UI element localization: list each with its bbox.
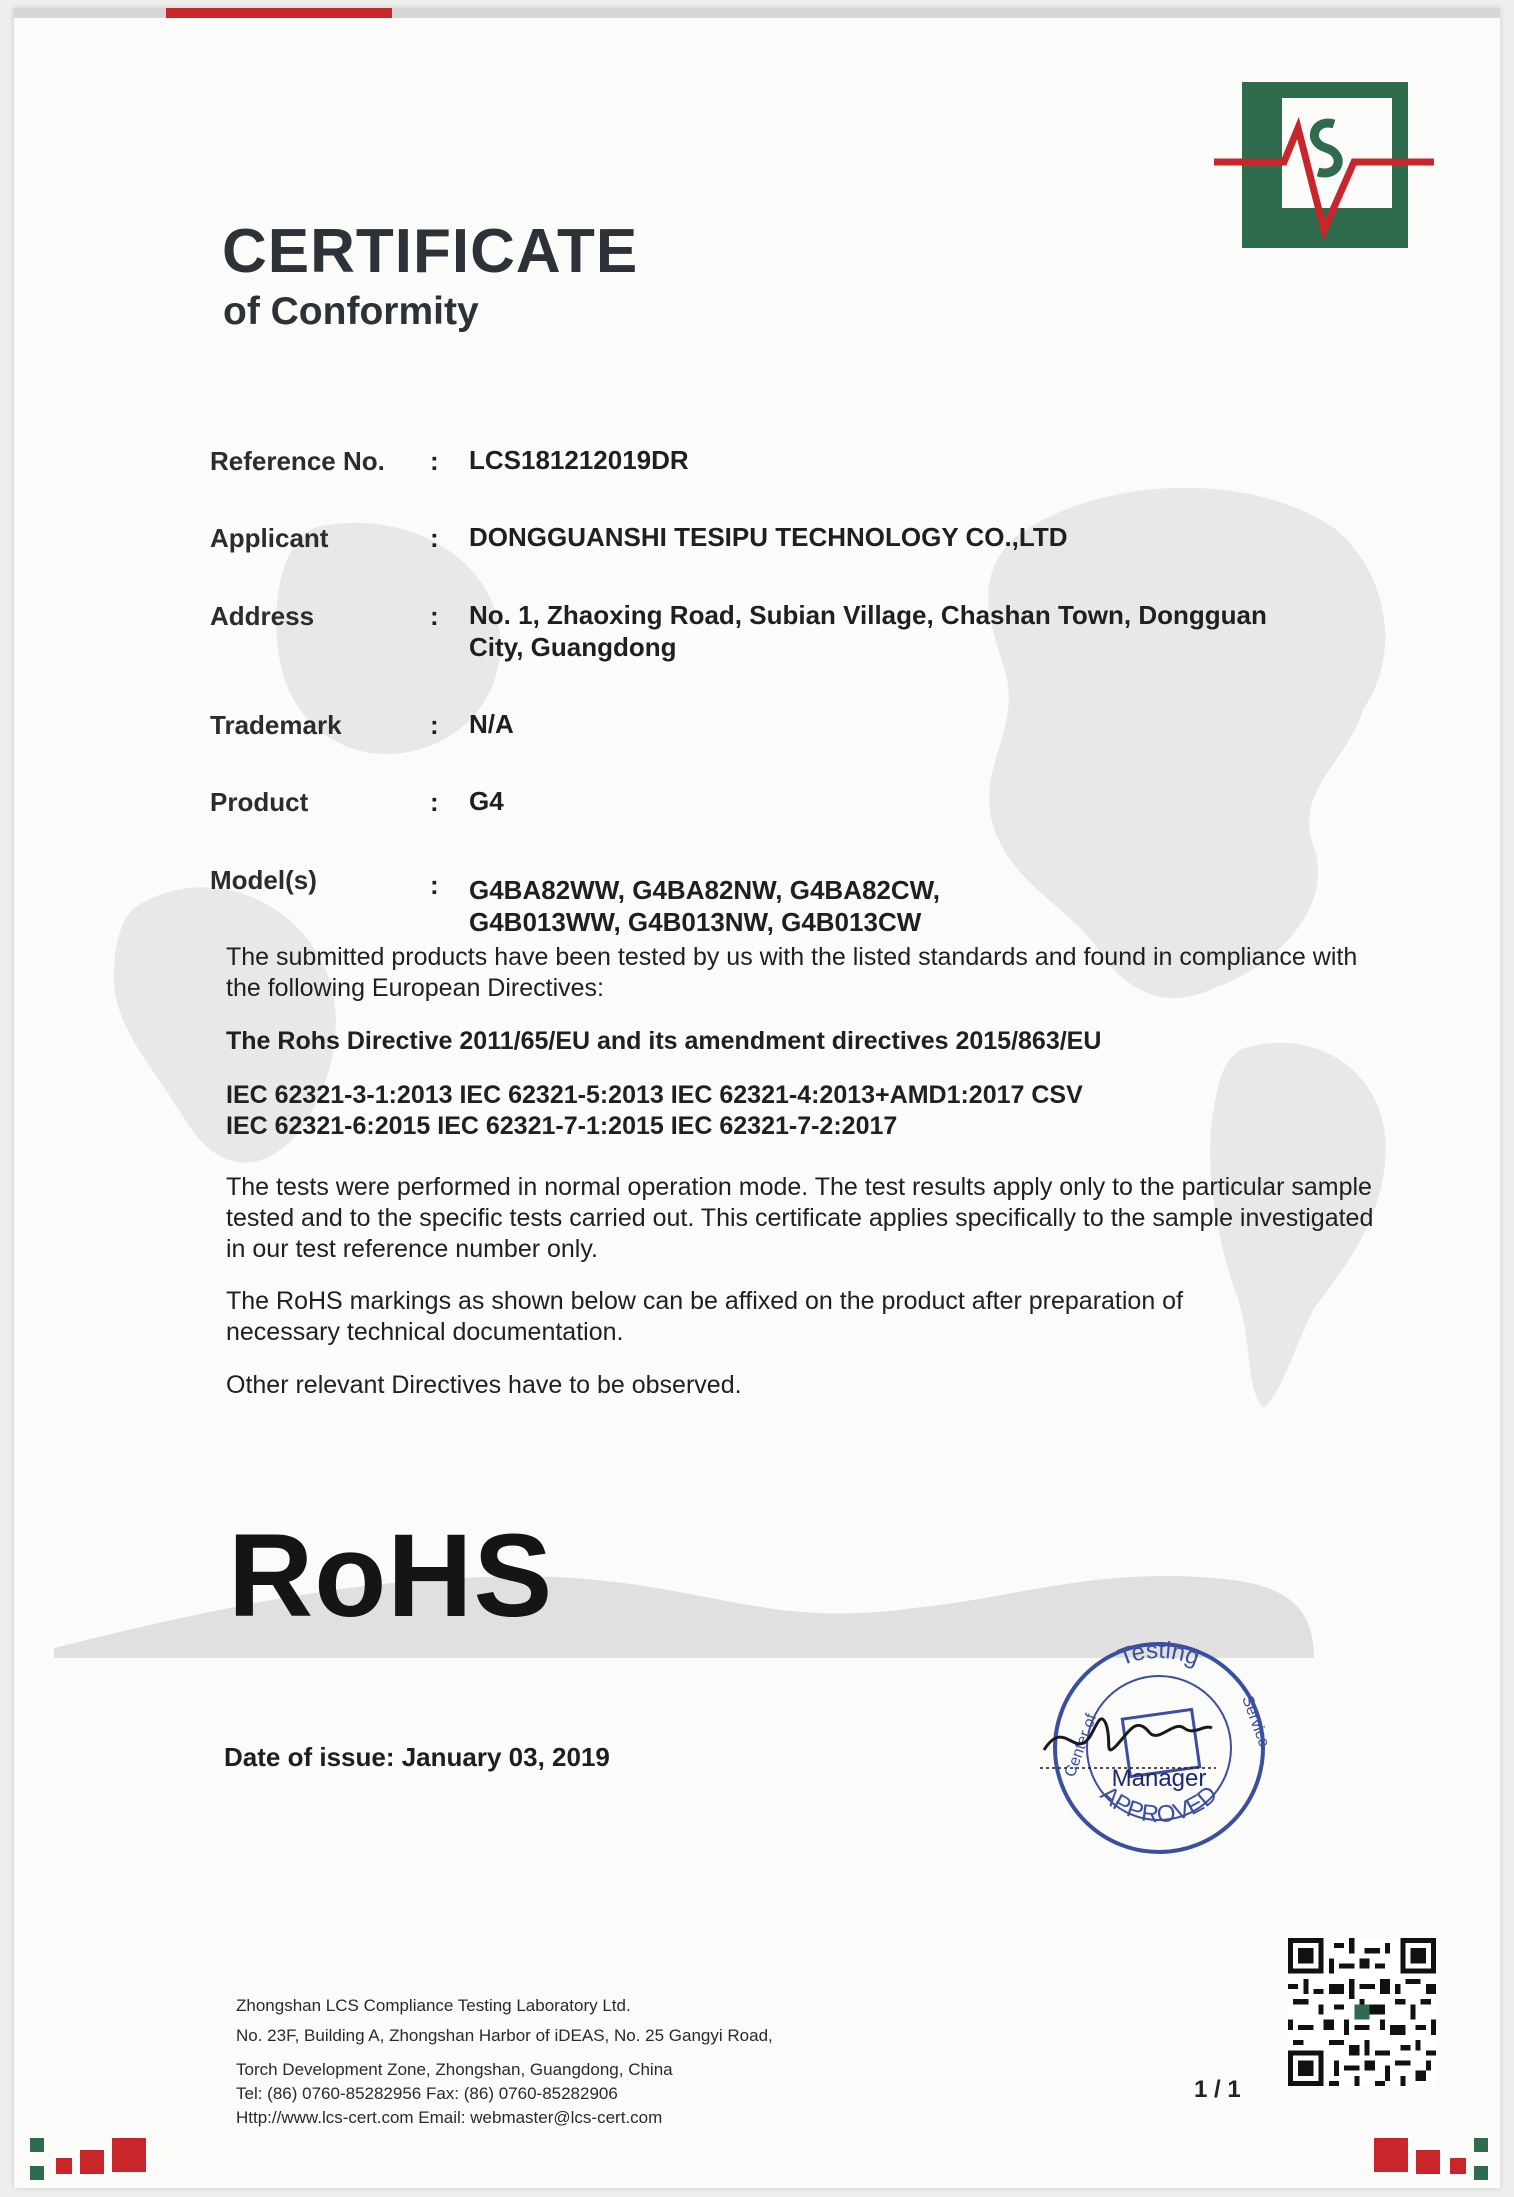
- corner-square-red: [80, 2150, 104, 2174]
- tests-paragraph: The tests were performed in normal operation mode. The test results apply only to the particular sample tested and to the specific tests carried out. This certificate applies specifically to the sample investigated in our test reference number only.: [226, 1173, 1374, 1263]
- corner-square-red: [56, 2158, 72, 2174]
- qr-code: [1288, 1938, 1436, 2086]
- standards-line-1: IEC 62321-3-1:2013 IEC 62321-5:2013 IEC 62321-4:2013+AMD1:2017 CSV: [226, 1081, 1083, 1109]
- field-colon: :: [430, 787, 439, 817]
- models-label: Model(s): [210, 865, 317, 895]
- footer-contact: Http://www.lcs-cert.com Email: webmaster@lcs-cert.com: [236, 2108, 663, 2127]
- footer-phone: Tel: (86) 0760-85282956 Fax: (86) 0760-85282906: [236, 2084, 618, 2103]
- trademark-label: Trademark: [210, 710, 342, 740]
- footer-address-1: No. 23F, Building A, Zhongshan Harbor of iDEAS, No. 25 Gangyi Road,: [236, 2026, 773, 2045]
- stamp-bottom-text: APPROVED: [1095, 1780, 1223, 1829]
- intro-paragraph: The submitted products have been tested by us with the listed standards and found in compliance with the following European Directives:: [226, 943, 1358, 1002]
- corner-square-red: [1416, 2150, 1440, 2174]
- product-label: Product: [210, 787, 309, 817]
- certificate-subtitle: of Conformity: [223, 290, 479, 333]
- directive-line: The Rohs Directive 2011/65/EU and its amendment directives 2015/863/EU: [226, 1027, 1102, 1055]
- trademark-value: N/A: [469, 709, 514, 739]
- corner-square-green: [30, 2166, 44, 2180]
- markings-paragraph: The RoHS markings as shown below can be affixed on the product after preparation of necessary technical documentation.: [226, 1287, 1184, 1346]
- approval-stamp: [1034, 1628, 1284, 1858]
- reference-label: Reference No.: [210, 446, 385, 476]
- certificate-sheet: [14, 8, 1500, 2188]
- certificate-title: CERTIFICATE: [222, 217, 639, 286]
- field-colon: :: [430, 446, 439, 476]
- footer-address-2: Torch Development Zone, Zhongshan, Guangdong, China: [236, 2060, 673, 2079]
- stamp-center-text: Manager: [1111, 1765, 1207, 1792]
- corner-square-red: [112, 2138, 146, 2172]
- svg-text:Testing: [1115, 1637, 1204, 1672]
- stamp-right-text: Service: [1238, 1693, 1273, 1750]
- field-colon: :: [430, 523, 439, 553]
- stamp-top-text: Testing: [1114, 1636, 1204, 1672]
- other-directives-paragraph: Other relevant Directives have to be observed.: [226, 1371, 742, 1399]
- product-value: G4: [469, 786, 504, 816]
- issue-date: Date of issue: January 03, 2019: [224, 1742, 610, 1772]
- corner-square-green: [1474, 2138, 1488, 2152]
- field-colon: :: [430, 710, 439, 740]
- field-colon: :: [430, 601, 439, 631]
- corner-square-red: [1374, 2138, 1408, 2172]
- lcs-logo: [1214, 82, 1434, 262]
- applicant-value: DONGGUANSHI TESIPU TECHNOLOGY CO.,LTD: [469, 522, 1068, 552]
- applicant-label: Applicant: [210, 523, 329, 553]
- corner-square-red: [1450, 2158, 1466, 2174]
- standards-line-2: IEC 62321-6:2015 IEC 62321-7-1:2015 IEC 62321-7-2:2017: [226, 1112, 898, 1140]
- footer-lab-name: Zhongshan LCS Compliance Testing Laboratory Ltd.: [236, 1996, 631, 2015]
- stamp-left-text: Center of: [1061, 1711, 1101, 1780]
- field-colon: :: [430, 870, 439, 900]
- page-number: 1 / 1: [1194, 2076, 1241, 2103]
- corner-square-green: [1474, 2166, 1488, 2180]
- models-value: G4BA82WW, G4BA82NW, G4BA82CW, G4B013WW, G4B013NW, G4B013CW: [469, 875, 940, 937]
- corner-square-green: [30, 2138, 44, 2152]
- reference-value: LCS181212019DR: [469, 445, 689, 475]
- rohs-mark: RoHS: [228, 1510, 554, 1642]
- address-label: Address: [210, 601, 315, 631]
- address-value: No. 1, Zhaoxing Road, Subian Village, Chashan Town, Dongguan City, Guangdong: [469, 600, 1267, 662]
